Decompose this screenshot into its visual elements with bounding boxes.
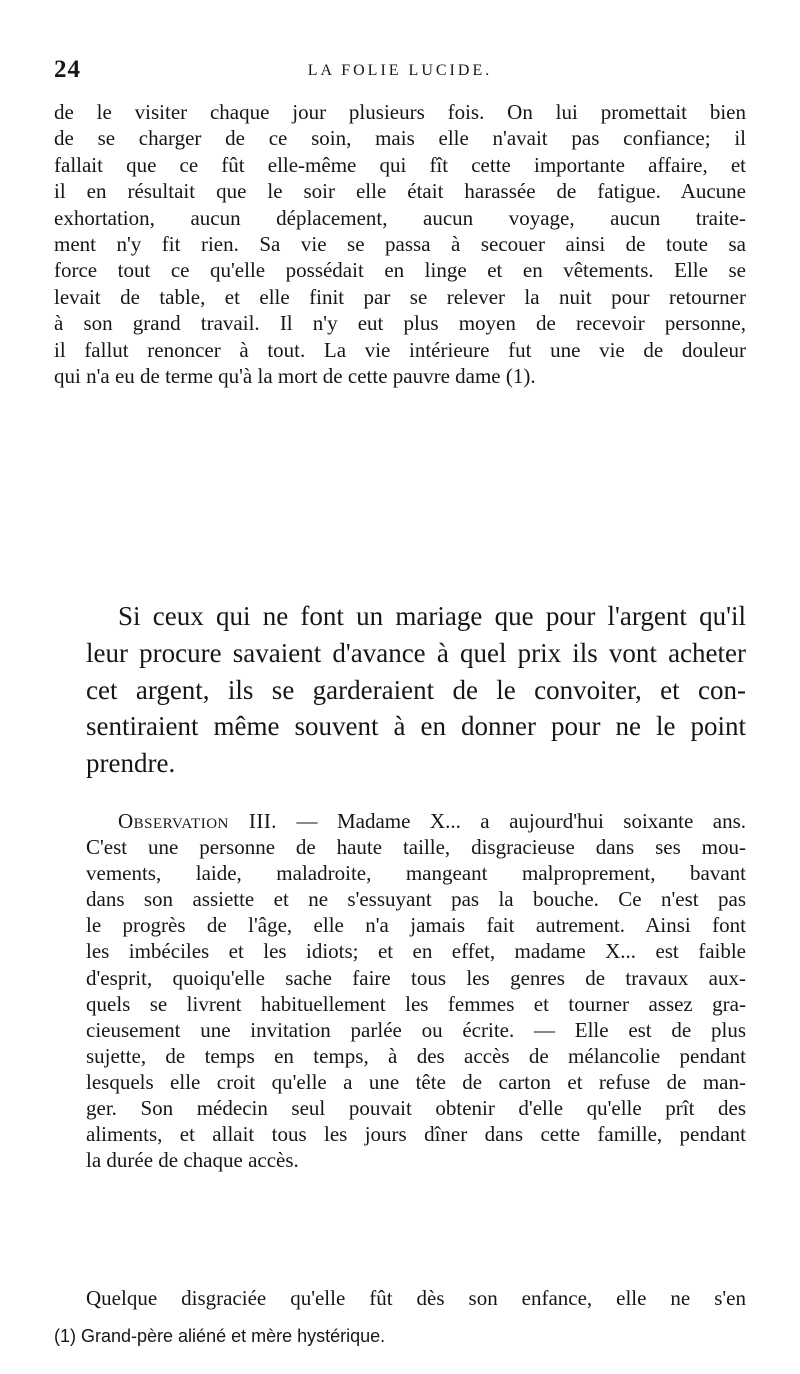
text-line: C'est une personne de haute taille, disgracieuse dans ses mou-: [86, 835, 746, 860]
paragraph-continued: [54, 1285, 746, 1311]
text-line: de le visiter chaque jour plusieurs fois. On lui promettait bien: [54, 100, 746, 124]
text-line: lesquels elle croit qu'elle a une tête de carton et refuse de man-: [86, 1069, 746, 1094]
text-line: vements, laide, maladroite, mangeant malproprement, bavant: [86, 861, 746, 886]
text-line: qui n'a eu de terme qu'à la mort de cette pauvre dame (1).: [54, 364, 536, 389]
text-line: quels se livrent habituellement les femmes et tourner assez gra-: [86, 991, 746, 1016]
paragraph-commentary: [54, 598, 746, 782]
text-line: Si ceux qui ne font un mariage que pour l'argent qu'il: [118, 601, 746, 631]
running-head: [54, 56, 746, 92]
text-line: à son grand travail. Il n'y eut plus moyen de recevoir personne,: [54, 311, 746, 336]
observation-label: Observation III.: [118, 809, 278, 833]
text-line: ment n'y fit rien. Sa vie se passa à secouer ainsi de toute sa: [54, 232, 746, 257]
text-line: aliments, et allait tous les jours dîner dans cette famille, pendant: [86, 1122, 746, 1147]
paragraph-continuation: [54, 99, 746, 389]
text-line: [54, 808, 746, 834]
text-line: sujette, de temps en temps, à des accès de mélancolie pendant: [86, 1043, 746, 1068]
text-line: Quelque disgraciée qu'elle fût dès son enfance, elle ne s'en: [86, 1286, 746, 1310]
text-line: leur procure savaient d'avance à quel prix ils vont acheter: [86, 637, 746, 668]
text-line: levait de table, et elle finit par se relever la nuit pour retourner: [54, 284, 746, 309]
observation-intro: — Madame X... a aujourd'hui soixante ans.: [277, 809, 746, 833]
text-line: fallait que ce fût elle-même qui fît cette importante affaire, et: [54, 152, 746, 177]
text-line: les imbéciles et les idiots; et en effet, madame X... est faible: [86, 939, 746, 964]
running-title: LA FOLIE LUCIDE.: [307, 62, 493, 79]
text-line: d'esprit, quoiqu'elle sache faire tous les genres de travaux aux-: [86, 965, 746, 990]
paragraph-observation: [54, 808, 746, 1173]
text-line: exhortation, aucun déplacement, aucun voyage, aucun traite-: [54, 205, 746, 230]
text-line: le progrès de l'âge, elle n'a jamais fait autrement. Ainsi font: [86, 913, 746, 938]
text-line: sentiraient même souvent à en donner pour ne le point: [86, 711, 746, 742]
text-line: dans son assiette et ne s'essuyant pas la bouche. Ce n'est pas: [86, 887, 746, 912]
text-line: cieusement une invitation parlée ou écrite. — Elle est de plus: [86, 1017, 746, 1042]
text-line: de se charger de ce soin, mais elle n'avait pas confiance; il: [54, 126, 746, 151]
page-number: 24: [54, 56, 81, 83]
footnote: (1) Grand-père aliéné et mère hystérique.: [54, 1326, 386, 1346]
text-line: cet argent, ils se garderaient de le convoiter, et con-: [86, 674, 746, 705]
text-line: la durée de chaque accès.: [86, 1148, 299, 1173]
text-line: prendre.: [86, 748, 176, 779]
text-line: il en résultait que le soir elle était harassée de fatigue. Aucune: [54, 179, 746, 204]
text-line: il fallut renoncer à tout. La vie intérieure fut une vie de douleur: [54, 337, 746, 362]
text-line: force tout ce qu'elle possédait en linge et en vêtements. Elle se: [54, 258, 746, 283]
text-line: ger. Son médecin seul pouvait obtenir d'elle qu'elle prît des: [86, 1096, 746, 1121]
